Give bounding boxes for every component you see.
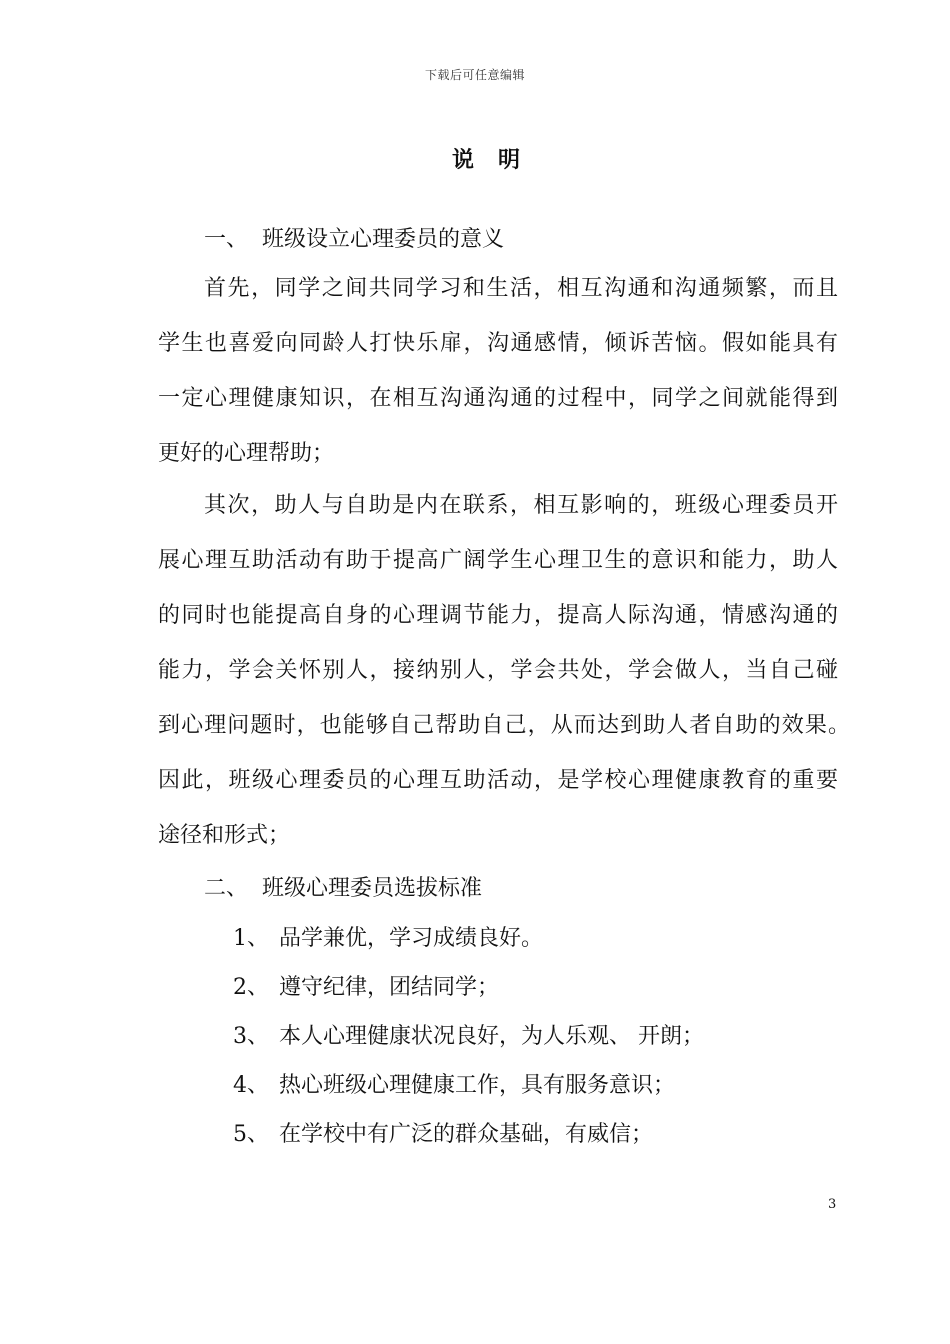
paragraph-line: 学生也喜爱向同龄人打快乐扉，沟通感情，倾诉苦恼。假如能具有 [158,331,838,356]
list-item-text: 品学兼优，学习成绩良好。 [279,926,544,951]
list-item-number: 5、 [233,1122,269,1147]
section-title: 班级心理委员选拔标准 [262,876,483,901]
list-item-text: 本人心理健康状况良好，为人乐观、 开朗； [279,1024,704,1049]
list-item-text: 在学校中有广泛的群众基础，有威信； [279,1122,654,1147]
page-title: 说明 [451,148,544,173]
section-title: 班级设立心理委员的意义 [262,227,505,252]
list-item [233,973,499,1003]
list-item [233,1071,675,1101]
page-number: 3 [828,1197,837,1212]
section-heading-1 [204,225,504,255]
list-item [233,1022,704,1052]
section-number: 一、 [204,227,249,252]
paragraph-line: 到心理问题时，也能够自己帮助自己，从而达到助人者自助的效果。 [158,713,850,738]
list-item [233,924,543,954]
paragraph-line: 一定心理健康知识，在相互沟通沟通的过程中，同学之间就能得到 [158,386,838,411]
list-item-number: 1、 [233,926,269,951]
paragraph-line: 其次，助人与自助是内在联系，相互影响的，班级心理委员开 [204,493,838,518]
paragraph-line: 首先，同学之间共同学习和生活，相互沟通和沟通频繁，而且 [204,276,838,301]
paragraph-line: 展心理互助活动有助于提高广阔学生心理卫生的意识和能力，助人 [158,548,838,573]
paragraph-line: 能力，学会关怀别人，接纳别人，学会共处，学会做人，当自己碰 [158,658,838,683]
page-header: 下载后可任意编辑 [424,68,525,82]
paragraph-line: 途径和形式； [158,823,291,848]
list-item-text: 遵守纪律，团结同学； [279,975,500,1000]
section-number: 二、 [204,876,249,901]
list-item-number: 3、 [233,1024,269,1049]
section-heading-2 [204,874,482,904]
list-item-text: 热心班级心理健康工作，具有服务意识； [279,1073,676,1098]
paragraph-line: 更好的心理帮助； [158,441,335,466]
paragraph-line: 的同时也能提高自身的心理调节能力，提高人际沟通，情感沟通的 [158,603,838,628]
list-item-number: 2、 [233,975,269,1000]
paragraph-line: 因此，班级心理委员的心理互助活动，是学校心理健康教育的重要 [158,768,838,793]
list-item-number: 4、 [233,1073,269,1098]
list-item [233,1120,653,1150]
